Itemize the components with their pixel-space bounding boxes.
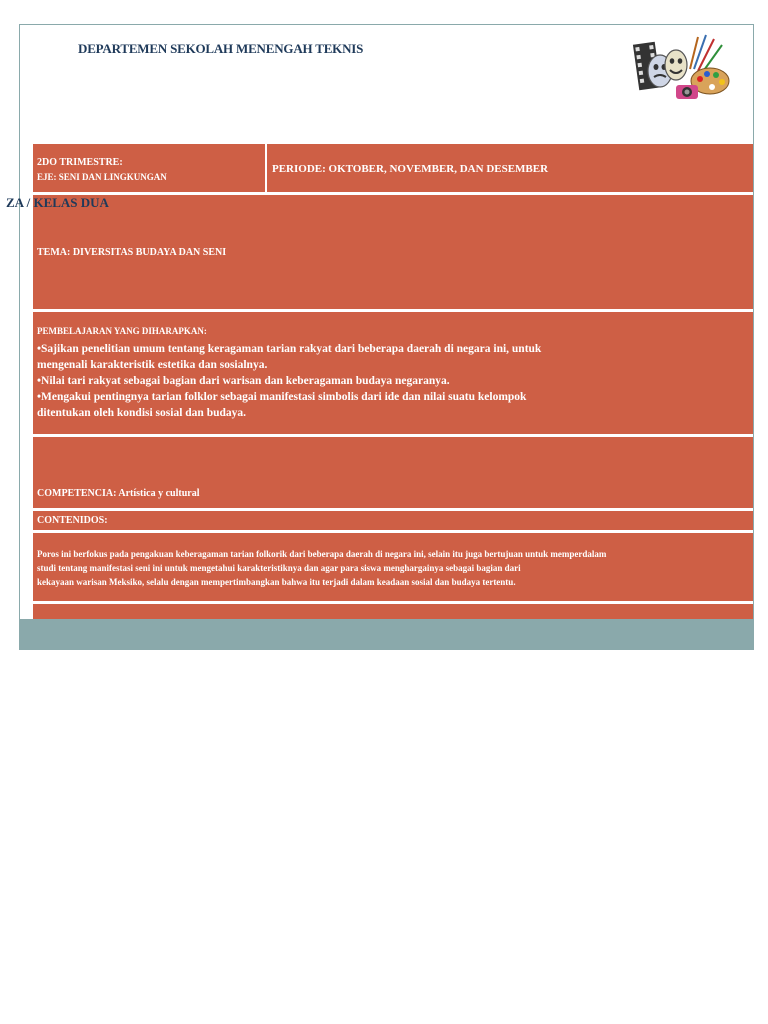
learning-line: •Sajikan penelitian umum tentang keragaman tarian rakyat dari beberapa daerah di negara ini, untuk bbox=[37, 343, 542, 355]
period-cell bbox=[269, 144, 753, 192]
footer-band bbox=[20, 619, 753, 649]
contents-heading-row bbox=[33, 511, 753, 530]
theme-label: TEMA: DIVERSITAS BUDAYA DAN SENI bbox=[37, 247, 227, 258]
learning-line: •Nilai tari rakyat sebagai bagian dari warisan dan keberagaman budaya negaranya. bbox=[37, 375, 450, 387]
contents-line: kekayaan warisan Meksiko, selalu dengan mempertimbangkan bahwa itu terjadi dalam keadaan sosial dan budaya tertentu. bbox=[37, 577, 516, 587]
learning-list bbox=[37, 341, 541, 421]
learning-heading: PEMBELAJARAN YANG DIHARAPKAN: bbox=[37, 326, 207, 336]
learning-row bbox=[33, 312, 753, 434]
page-title: DEPARTEMEN SEKOLAH MENENGAH TEKNIS bbox=[78, 41, 364, 56]
axis-label: EJE: SENI DAN LINGKUNGAN bbox=[37, 172, 167, 182]
art-masks-palette-icon bbox=[632, 29, 732, 105]
learning-line: mengenali karakteristik estetika dan sosialnya. bbox=[37, 359, 268, 371]
competency-label: COMPETENCIA: Artística y cultural bbox=[37, 488, 200, 499]
contents-row bbox=[33, 533, 753, 601]
trimester-cell bbox=[33, 144, 267, 192]
contents-line: studi tentang manifestasi seni ini untuk mengetahui karakteristiknya dan agar para siswa menghargainya sebagai bagian dari bbox=[37, 563, 521, 573]
period-label: PERIODE: OKTOBER, NOVEMBER, DAN DESEMBER bbox=[272, 163, 549, 175]
trimester-row bbox=[33, 144, 753, 192]
competency-row bbox=[33, 437, 753, 508]
theme-row bbox=[33, 195, 753, 309]
slide bbox=[19, 24, 754, 650]
learning-line: •Mengakui pentingnya tarian folklor sebagai manifestasi simbolis dari ide dan nilai suatu kelompok bbox=[37, 391, 527, 403]
contents-text bbox=[37, 547, 606, 589]
contents-heading: CONTENIDOS: bbox=[37, 515, 108, 526]
trimester-label: 2DO TRIMESTRE: bbox=[37, 157, 123, 168]
learning-line: ditentukan oleh kondisi sosial dan budaya. bbox=[37, 407, 247, 419]
contents-line: Poros ini berfokus pada pengakuan keberagaman tarian folkorik dari beberapa daerah di negara ini, selain itu juga bertujuan untuk memperdalam bbox=[37, 549, 607, 559]
class-label: ZA / KELAS DUA bbox=[6, 195, 109, 210]
